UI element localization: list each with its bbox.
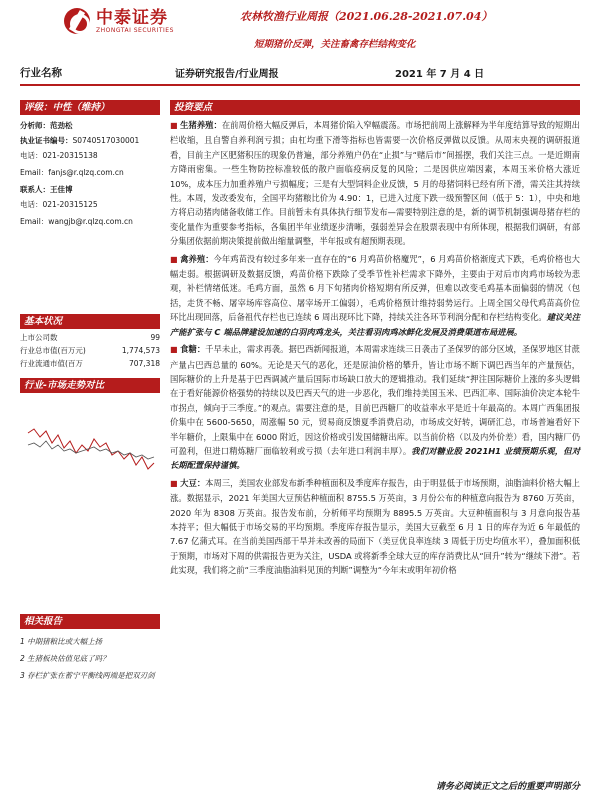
report-date: 2021 年 7 月 4 日 (395, 69, 485, 80)
footer-disclaimer: 请务必阅读正文之后的重要声明部分 (435, 782, 580, 792)
stat-row: 行业流通市值(百万 707,318 (20, 359, 160, 368)
paragraph-soybean (170, 476, 580, 578)
paragraph-body: 本周三，美国农业部发布新季种植面积及季度库存报告，由于明显低于市场预期，油脂油料价格大幅上涨。数据显示，2021 年美国大豆预估种植面积 8755.5 万英亩，3 月份公布的种植意向报告为 8760 万英亩，2020 年为 8308 万英亩。报告发布前，分析师平均预期为 8895.5 万英亩。大豆种植面积与 3 月意向报告基本持平；但大幅低于市场交易的平均预期。季度库存报告显示，美国大豆截至 6 月 1 日的库存为近 6 年最低的 7.67 亿蒲式耳。在当前美国西部干旱并未改善的局面下（美豆优良率连续 3 周低于历史均值水平），叠加面积低于预期，市场对下周的供需报告更为关注，USDA 或将新季全球大豆的库存消费比从“回升”转为“继续下滑”。若此实现，我们将之前“三季度油脂油料见顶的判断”调整为“今年末或明年初价格 (170, 477, 580, 576)
analyst-row: 分析师：范劲松 (20, 121, 73, 130)
paragraph-sugar (170, 342, 580, 473)
rating-bar: 评级：中性（维持） (20, 100, 160, 115)
bullet-icon: ■ (170, 121, 181, 130)
analyst-email[interactable]: Email：fanjs@r.qlzq.com.cn (20, 168, 124, 177)
key-points-bar: 投资要点 (170, 100, 580, 115)
basic-info-bar: 基本状况 (20, 314, 160, 329)
paragraph-body: 千早未止，需求再袭。据巴西新闻报道，本周需求连续三日袭击了圣保罗的部分区域，圣保罗地区甘蔗产量占巴西总量的 60%。无论是天气的恶化，还是原油价格的攀升，皆让市场不断下调巴西当年的产量预估，国际糖价的上升是基于巴西调减产量后国际市场缺口放大的逻辑推动。我们延续“押注国际糖价上涨的多头逻辑在于看好能源价格强势的持续以及巴西天气的进一步恶化，我们维持美国玉米、巴西汇率、国际油价决定本轮牛市拐点，倾向于三季度。”的观点。需要注意的是，目前巴西糖厂的收益率水平是近十年最高的。本周广西集团报价集中在 5600-5650，周涨幅 50 元，贸易商反馈夏季消费启动，市场成交好转，调研汇总，市场普遍看好下半年糖价，上限集中在 6000 附近，因这价格或引发国储糖出库。以当前价格（以及内外价差）看，国内糖厂仍可盈利，但进口精炼糖厂面临较利或亏损（去年进口利润丰厚）。 (170, 344, 580, 456)
report-header (0, 0, 600, 62)
paragraph-lead: 食糖： (180, 344, 206, 355)
left-sidebar (20, 100, 160, 684)
contact-email[interactable]: Email：wangjb@r.qlzq.com.cn (20, 217, 133, 226)
analyst-phone: 电话：021-20315138 (20, 151, 98, 160)
related-reports-list (20, 633, 160, 684)
related-report-link[interactable]: 1 中期猪粮比或大幅上扬 (20, 637, 103, 646)
header-divider (20, 84, 580, 86)
logo-name-en: ZHONGTAI SECURITIES (96, 26, 174, 34)
report-title: 农林牧渔行业周报（2021.06.28-2021.07.04） (240, 10, 493, 23)
license-number: S0740517030001 (72, 136, 140, 145)
stat-row: 上市公司数 99 (20, 333, 160, 342)
market-trend-chart (20, 393, 160, 608)
trend-bar: 行业-市场走势对比 (20, 378, 160, 393)
main-content (170, 100, 580, 578)
paragraph-body: 在前周价格大幅反弹后，本周猪价陷入窄幅震荡。市场把前周上涨解释为半年度结算导致的短期出栏收缩，且自警自养利润亏损；由杠均重下滑等指标也皆需要一次价格反弹做以反馈。从周末央视的调研报道看，目前主产区肥猪积压的现象仍普遍，部分养殖户仍在“止损”与“赌后市”间摇摆，我们关注三点。一是近期南方降雨密集。一些生物防控标准较低的散户面临疫病反复的风险；二是因供应端因素，本周玉米价格大涨近 10%，成本压力加重养殖户亏损幅度；三是有大型饲料企业反馈，5 月的母猪饲料已经有所下滑，需关注其持续性。本周，发改委发布，全国平均猪粮比价为 4.90：1，已进入过度下跌一级预警区间（低于 5：1），中央和地方将启动猪肉储备收储工作。目前暂未有具体执行细节发布—需要特别注意的是，新的调节机制强调母猪存栏的变化量作为重要参考指标，各集团半年业绩逐步清晰，强弱差异会在股票表现中有所体现，根据我们调研，有部分集团依据前期决策提前做出缩量调整，半年报或有超预期表现。 (170, 120, 580, 247)
bullet-icon: ■ (170, 478, 181, 488)
analyst-name: 范劲松 (50, 121, 73, 130)
paragraph-lead: 生猪养殖： (180, 120, 222, 130)
contact-name: 王佳博 (50, 185, 73, 194)
company-logo (64, 8, 174, 34)
contact-phone: 电话：021-20315125 (20, 200, 98, 209)
meta-line (20, 63, 580, 79)
stat-row: 行业总市值(百万元) 1,774,573 (20, 346, 160, 355)
contact-row: 联系人：王佳博 (20, 185, 73, 194)
logo-name-cn: 中泰证券 (96, 7, 168, 28)
company-logo-icon (64, 8, 90, 34)
report-type: 证券研究报告/行业周报 (175, 69, 279, 80)
paragraph-lead: 大豆： (180, 477, 206, 488)
related-reports-bar: 相关报告 (20, 614, 160, 629)
industry-label: 行业名称 (20, 67, 62, 79)
paragraph-body: 今年鸡苗没有较过多年来一直存在的“6 月鸡苗价格魔咒”，6 月鸡苗价格渐度式下跌，毛鸡价格也大幅走弱。根据调研及数据反馈，鸡苗价格下跌除了受季节性补栏需求下降外，主要由于对后市肉鸡市场较为悲观，补栏情绪低迷。毛鸡方面，虽然 6 月下旬猪肉价格短期有所反弹，但难以改变毛鸡基本面偏弱的情况（包括，走货不畅、屠宰场库容高位、屠宰场开工偏弱），毛鸡价格预计维持弱势运行。上周全国父母代鸡苗高价位环比出现回落，后备祖代存栏也已连续 6 周出现环比下降，持续关注各环节利润分配和存栏结构变化。 (170, 253, 580, 323)
license-row: 执业证书编号：S0740517030001 (20, 136, 140, 145)
basic-info-table (20, 331, 160, 370)
bullet-icon: ■ (170, 345, 181, 355)
paragraph-lead: 禽养殖： (180, 253, 214, 264)
paragraph-hog (170, 118, 580, 249)
paragraph-poultry (170, 252, 580, 339)
related-report-link[interactable]: 2 生猪板块估值见底了吗？ (20, 654, 110, 663)
market-trend-svg (20, 393, 160, 608)
paragraph-emphasis: 建议关注产能扩张与 C 端品牌建设加速的白羽肉鸡龙头，关注看羽肉鸡冰鲜化发展及消费渠道布局进展。 (170, 312, 580, 337)
bullet-icon: ■ (170, 254, 181, 264)
related-report-link[interactable]: 3 存栏扩张在蓄宁平衡线两端是把双刃剑 (20, 671, 155, 680)
report-subtitle: 短期猪价反弹，关注畜禽存栏结构变化 (254, 39, 416, 50)
chart-area (22, 395, 158, 606)
paragraph-emphasis: 我们对糖业股 2021H1 业绩预期乐观，但对长期配置保持谨慎。 (170, 445, 580, 471)
